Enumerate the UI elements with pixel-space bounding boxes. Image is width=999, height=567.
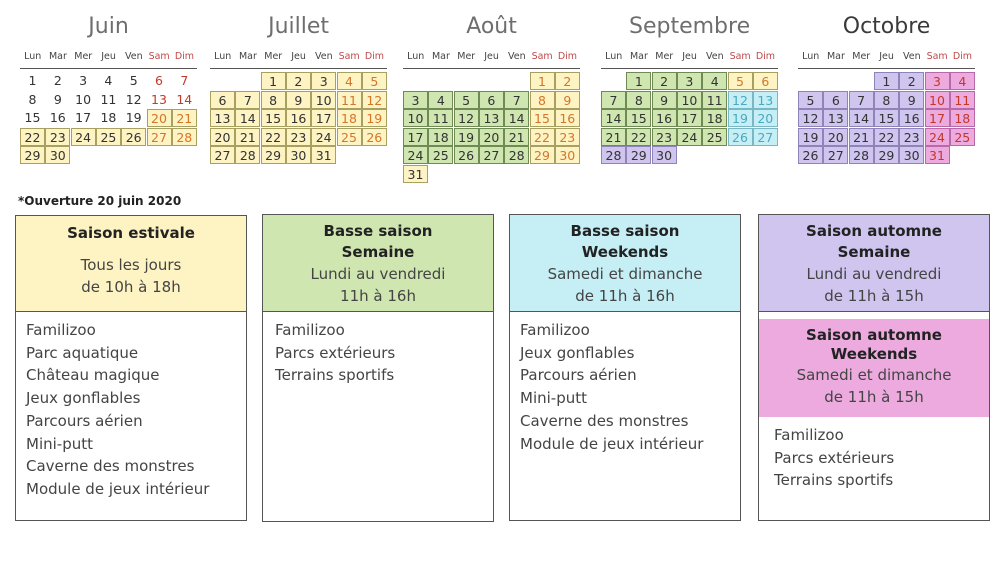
calendar-day: 20 (753, 109, 778, 127)
activity-item: Jeux gonflables (26, 389, 141, 408)
calendar-day: 20 (479, 128, 504, 146)
card-subtitle: de 10h à 18h (81, 278, 181, 296)
calendar-day: 1 (626, 72, 651, 90)
calendar-day: 10 (75, 91, 92, 107)
weekday-label: Mar (48, 51, 67, 62)
activity-item: Caverne des monstres (520, 411, 689, 430)
calendar-day: 18 (337, 109, 362, 127)
calendar-day: 28 (235, 146, 260, 164)
calendar-day: 6 (823, 91, 848, 109)
calendar-day: 21 (172, 109, 197, 127)
activity-list (774, 424, 894, 492)
calendar-day: 28 (504, 146, 529, 164)
calendar-day: 15 (874, 109, 899, 127)
activity-item: Module de jeux intérieur (520, 434, 704, 453)
calendar-day: 10 (311, 91, 336, 109)
calendar-day: 27 (210, 146, 235, 164)
calendar-day: 14 (176, 91, 193, 107)
card-header-weekends (759, 319, 989, 417)
calendar-day: 1 (261, 72, 286, 90)
calendar-day: 30 (899, 146, 924, 164)
calendar-day: 2 (555, 72, 580, 90)
calendar-day: 25 (428, 146, 453, 164)
weekday-label: Dim (557, 51, 578, 62)
calendar-day: 29 (874, 146, 899, 164)
card-header (263, 215, 493, 312)
calendar-day: 22 (626, 128, 651, 146)
weekday-label: Sam (926, 51, 948, 62)
card-header-semaine (759, 215, 989, 312)
calendar-day: 18 (950, 109, 975, 127)
calendar-day: 7 (235, 91, 260, 109)
card-title: Weekends (581, 243, 669, 261)
calendar-day: 5 (129, 73, 138, 88)
calendar-day: 31 (925, 146, 950, 164)
calendar-day: 7 (849, 91, 874, 109)
calendar-day: 17 (311, 109, 336, 127)
activity-item: Parcs extérieurs (275, 343, 396, 362)
calendar-day: 4 (428, 91, 453, 109)
calendar-day: 4 (702, 72, 727, 90)
calendar-day: 24 (403, 146, 428, 164)
calendar-day: 3 (925, 72, 950, 90)
calendar-day: 16 (555, 109, 580, 127)
calendar-day: 7 (601, 91, 626, 109)
weekday-label: Mar (629, 51, 648, 62)
calendar-day: 28 (849, 146, 874, 164)
calendar-day: 5 (798, 91, 823, 109)
weekday-label: Lun (214, 51, 232, 62)
opening-note: *Ouverture 20 juin 2020 (18, 194, 182, 208)
calendar-day: 12 (728, 91, 753, 109)
calendar-day: 18 (702, 109, 727, 127)
calendar-day: 24 (677, 128, 702, 146)
weekday-label: Mar (826, 51, 845, 62)
calendar-day: 15 (261, 109, 286, 127)
calendar-day: 23 (45, 128, 70, 146)
calendar-day: 22 (261, 128, 286, 146)
calendar-day: 23 (899, 128, 924, 146)
calendar-day: 5 (362, 72, 387, 90)
header-divider (798, 68, 975, 69)
weekday-label: Sam (531, 51, 553, 62)
card-saison-automne (758, 214, 990, 521)
weekday-header (403, 51, 580, 62)
calendar-day: 12 (798, 109, 823, 127)
month-2 (210, 0, 387, 190)
calendar-day: 2 (53, 73, 62, 88)
calendar-day: 31 (403, 165, 428, 183)
weekday-label: Dim (952, 51, 973, 62)
calendar-day: 30 (555, 146, 580, 164)
calendar-day: 19 (125, 110, 142, 125)
weekday-header (798, 51, 975, 62)
calendar-day: 22 (530, 128, 555, 146)
calendar-day: 19 (798, 128, 823, 146)
calendar-day: 1 (530, 72, 555, 90)
calendar-day: 6 (753, 72, 778, 90)
weekday-label: Jeu (879, 51, 894, 62)
header-divider (403, 68, 580, 69)
calendar-day: 24 (311, 128, 336, 146)
weekday-label: Lun (24, 51, 42, 62)
calendar-day: 30 (45, 146, 70, 164)
weekday-label: Jeu (484, 51, 499, 62)
calendar-day: 4 (104, 73, 113, 88)
weekday-label: Dim (755, 51, 776, 62)
weekday-label: Mar (431, 51, 450, 62)
weekday-label: Mer (264, 51, 283, 62)
calendar-day: 27 (147, 128, 172, 146)
activity-item: Parc aquatique (26, 343, 139, 362)
card-subtitle: Samedi et dimanche (796, 366, 952, 384)
card-header (16, 216, 246, 312)
card-title: Saison automne (806, 222, 942, 240)
weekday-label: Dim (174, 51, 195, 62)
weekday-label: Mar (238, 51, 257, 62)
card-subtitle: Samedi et dimanche (547, 265, 703, 283)
calendar-day: 26 (728, 128, 753, 146)
calendar-day: 14 (504, 109, 529, 127)
calendar-day: 13 (753, 91, 778, 109)
weekday-label: Lun (407, 51, 425, 62)
calendar-day: 15 (626, 109, 651, 127)
calendar-day: 27 (479, 146, 504, 164)
calendar-day: 26 (121, 128, 146, 146)
weekday-header (601, 51, 778, 62)
calendar-day: 19 (728, 109, 753, 127)
calendar-day: 20 (147, 109, 172, 127)
activity-item: Terrains sportifs (275, 366, 395, 385)
card-subtitle: Lundi au vendredi (806, 265, 942, 283)
calendar-day: 25 (337, 128, 362, 146)
calendar-day: 16 (286, 109, 311, 127)
activity-item: Module de jeux intérieur (26, 479, 210, 498)
calendar-day: 30 (286, 146, 311, 164)
card-subtitle: Tous les jours (80, 256, 182, 274)
calendar-day: 17 (677, 109, 702, 127)
calendar-day: 4 (337, 72, 362, 90)
calendar-day: 24 (925, 128, 950, 146)
calendar-day: 1 (874, 72, 899, 90)
activity-item: Jeux gonflables (520, 343, 635, 362)
calendar-day: 23 (652, 128, 677, 146)
calendar-day: 12 (125, 91, 142, 107)
card-subtitle: de 11h à 15h (824, 388, 924, 406)
activity-item: Familizoo (275, 321, 345, 339)
header-divider (210, 68, 387, 69)
calendar-day: 9 (286, 91, 311, 109)
calendar-day: 24 (71, 128, 96, 146)
calendar-day: 6 (155, 73, 163, 88)
calendar-day: 9 (53, 91, 62, 107)
calendar-day: 20 (210, 128, 235, 146)
calendar-day: 21 (849, 128, 874, 146)
calendar-day: 10 (925, 91, 950, 109)
calendar-day: 28 (601, 146, 626, 164)
card-title: Basse saison (323, 222, 433, 240)
calendar-day: 18 (428, 128, 453, 146)
calendar-day: 28 (172, 128, 197, 146)
calendar-day: 13 (151, 91, 167, 107)
calendar-day: 13 (479, 109, 504, 127)
weekday-label: Mer (457, 51, 476, 62)
card-title: Saison automne (806, 326, 942, 344)
calendar-day: 6 (479, 91, 504, 109)
weekday-label: Ven (903, 51, 921, 62)
activity-list (26, 319, 209, 501)
weekday-label: Ven (508, 51, 526, 62)
calendar-day: 16 (49, 110, 66, 125)
activity-item: Familizoo (520, 321, 590, 339)
card-subtitle: Lundi au vendredi (310, 265, 446, 283)
calendar-day: 21 (504, 128, 529, 146)
calendar-day: 29 (626, 146, 651, 164)
month-title: Juin (88, 14, 129, 39)
weekday-label: Lun (802, 51, 820, 62)
calendar-day: 23 (555, 128, 580, 146)
calendar-day: 19 (362, 109, 387, 127)
calendar-day: 26 (362, 128, 387, 146)
weekday-label: Jeu (682, 51, 697, 62)
calendar-day: 27 (753, 128, 778, 146)
calendar-day: 6 (210, 91, 235, 109)
weekday-label: Ven (315, 51, 333, 62)
activity-item: Parcs extérieurs (774, 448, 895, 467)
calendar-day: 2 (652, 72, 677, 90)
calendar-day: 9 (899, 91, 924, 109)
calendar-day: 10 (677, 91, 702, 109)
month-title: Octobre (842, 14, 931, 39)
calendar-day: 3 (311, 72, 336, 90)
activity-item: Château magique (26, 366, 160, 385)
calendar-day: 29 (261, 146, 286, 164)
calendar-day: 8 (626, 91, 651, 109)
calendar-day: 8 (530, 91, 555, 109)
weekday-label: Mer (852, 51, 871, 62)
calendar-day: 13 (823, 109, 848, 127)
month-title: Août (466, 14, 517, 39)
calendar-day: 9 (555, 91, 580, 109)
card-subtitle: 11h à 16h (340, 287, 416, 305)
header-divider (601, 68, 778, 69)
calendar-day: 11 (702, 91, 727, 109)
card-title: Semaine (341, 243, 415, 261)
calendar-day: 12 (454, 109, 479, 127)
card-basse-saison-semaine (262, 214, 494, 522)
weekday-label: Jeu (291, 51, 306, 62)
month-1 (20, 0, 197, 190)
weekday-label: Jeu (101, 51, 116, 62)
calendar-day: 5 (728, 72, 753, 90)
calendar-day: 14 (601, 109, 626, 127)
calendar-day: 14 (849, 109, 874, 127)
calendar-day: 7 (504, 91, 529, 109)
calendar-day: 31 (311, 146, 336, 164)
calendar-day: 23 (286, 128, 311, 146)
calendar-day: 3 (677, 72, 702, 90)
card-basse-saison-weekends (509, 214, 741, 521)
calendar-day: 19 (454, 128, 479, 146)
calendar-day: 1 (28, 73, 37, 88)
weekday-label: Mer (655, 51, 674, 62)
weekday-label: Lun (605, 51, 623, 62)
calendar-day: 17 (75, 110, 92, 125)
weekday-label: Dim (364, 51, 385, 62)
month-title: Septembre (628, 14, 751, 39)
calendar-day: 16 (899, 109, 924, 127)
calendar-day: 4 (950, 72, 975, 90)
calendar-day: 21 (235, 128, 260, 146)
card-subtitle: de 11h à 15h (824, 287, 924, 305)
card-title: Semaine (837, 243, 911, 261)
weekday-label: Ven (706, 51, 724, 62)
activity-item: Caverne des monstres (26, 457, 195, 476)
calendar-day: 15 (530, 109, 555, 127)
calendar-day: 3 (403, 91, 428, 109)
card-saison-estivale (15, 215, 247, 521)
calendar-day: 21 (601, 128, 626, 146)
calendar-day: 2 (286, 72, 311, 90)
calendar-day: 13 (210, 109, 235, 127)
card-title: Saison estivale (67, 224, 195, 242)
calendar-day: 29 (530, 146, 555, 164)
activity-item: Parcours aérien (520, 366, 637, 385)
card-subtitle: de 11h à 16h (575, 287, 675, 305)
calendar-day: 15 (24, 110, 41, 125)
calendar-day: 17 (403, 128, 428, 146)
calendar-day: 27 (823, 146, 848, 164)
activity-item: Parcours aérien (26, 411, 143, 430)
activity-list (275, 319, 395, 387)
calendar-day: 14 (235, 109, 260, 127)
month-5 (798, 0, 975, 190)
weekday-header (210, 51, 387, 62)
card-title: Weekends (830, 345, 918, 363)
calendar-day: 8 (28, 91, 37, 107)
calendar-day: 25 (702, 128, 727, 146)
calendar-day: 18 (100, 110, 117, 125)
calendar-day: 20 (823, 128, 848, 146)
calendar-day: 8 (261, 91, 286, 109)
calendar-day: 7 (180, 73, 189, 88)
calendar-day: 25 (96, 128, 121, 146)
calendar-day: 11 (950, 91, 975, 109)
weekday-label: Sam (729, 51, 751, 62)
calendar-day: 25 (950, 128, 975, 146)
calendar-day: 29 (20, 146, 45, 164)
calendar-day: 30 (652, 146, 677, 164)
calendar-day: 22 (874, 128, 899, 146)
calendar-day: 2 (899, 72, 924, 90)
month-title: Juillet (268, 14, 330, 39)
weekday-label: Sam (338, 51, 360, 62)
card-title: Basse saison (570, 222, 680, 240)
calendar-day: 11 (337, 91, 362, 109)
calendar-day: 9 (652, 91, 677, 109)
calendar-day: 26 (798, 146, 823, 164)
activity-item: Terrains sportifs (774, 471, 894, 490)
activity-list (520, 319, 703, 455)
calendar-day: 12 (362, 91, 387, 109)
calendar-day: 26 (454, 146, 479, 164)
calendar-day: 16 (652, 109, 677, 127)
card-header (510, 215, 740, 312)
calendar-day: 11 (428, 109, 453, 127)
weekday-label: Sam (148, 51, 170, 62)
activity-item: Mini-putt (520, 389, 587, 408)
calendar-day: 22 (20, 128, 45, 146)
calendar-day: 11 (100, 91, 117, 107)
activity-item: Mini-putt (26, 434, 93, 453)
calendar-day: 17 (925, 109, 950, 127)
calendar-day: 10 (403, 109, 428, 127)
activity-item: Familizoo (774, 426, 844, 444)
calendar-day: 3 (79, 73, 88, 88)
month-4 (601, 0, 778, 190)
weekday-label: Ven (125, 51, 143, 62)
calendar-day: 8 (874, 91, 899, 109)
month-3 (403, 0, 580, 190)
calendar-day: 5 (454, 91, 479, 109)
weekday-header (20, 51, 197, 62)
header-divider (20, 68, 197, 69)
activity-item: Familizoo (26, 321, 96, 339)
weekday-label: Mer (74, 51, 93, 62)
